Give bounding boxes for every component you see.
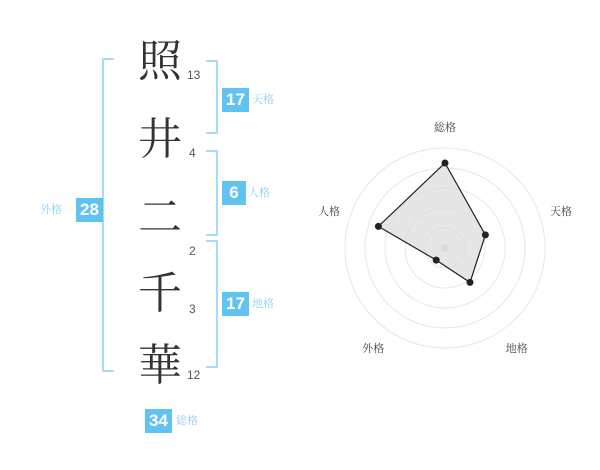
score-label-gaikaku: 外格 (40, 203, 62, 216)
stroke-count-3: 2 (189, 244, 196, 258)
stroke-count-2: 4 (189, 146, 196, 160)
radar-axis-label-tenkaku: 天格 (550, 205, 573, 219)
stroke-count-4: 3 (189, 302, 196, 316)
kanji-char-5: 華 (138, 340, 182, 391)
chikaku-bracket (206, 240, 218, 368)
score-badge-soukaku: 34 (145, 409, 172, 433)
radar-axis-label-gaikaku: 外格 (362, 341, 385, 355)
score-label-chikaku: 地格 (252, 297, 274, 310)
score-label-tenkaku: 天格 (252, 93, 274, 106)
kanji-char-2: 井 (138, 114, 182, 165)
outer-bracket-top (102, 58, 114, 186)
kanji-char-3: 二 (138, 192, 182, 243)
radar-center-dot (441, 244, 449, 252)
jinkaku-bracket (206, 150, 218, 236)
kanji-char-1: 照 (138, 36, 182, 87)
radar-axis-label-chikaku: 地格 (505, 341, 528, 355)
radar-chart (300, 40, 600, 440)
radar-axis-label-jinkaku: 人格 (317, 205, 340, 219)
score-badge-gaikaku: 28 (76, 198, 103, 222)
kanji-char-4: 千 (138, 268, 182, 319)
outer-bracket-bottom (102, 290, 114, 372)
radar-data-area (378, 163, 485, 282)
score-label-jinkaku: 人格 (248, 186, 270, 199)
stroke-count-1: 13 (187, 68, 201, 82)
radar-axis-label-soukaku: 総格 (434, 121, 456, 134)
score-label-soukaku: 総格 (176, 414, 198, 427)
tenkaku-bracket (206, 60, 218, 134)
stroke-count-5: 12 (187, 368, 201, 382)
score-badge-chikaku: 17 (222, 292, 249, 316)
score-badge-jinkaku: 6 (222, 181, 246, 205)
radar-chart-panel (300, 0, 600, 470)
score-badge-tenkaku: 17 (222, 88, 249, 112)
